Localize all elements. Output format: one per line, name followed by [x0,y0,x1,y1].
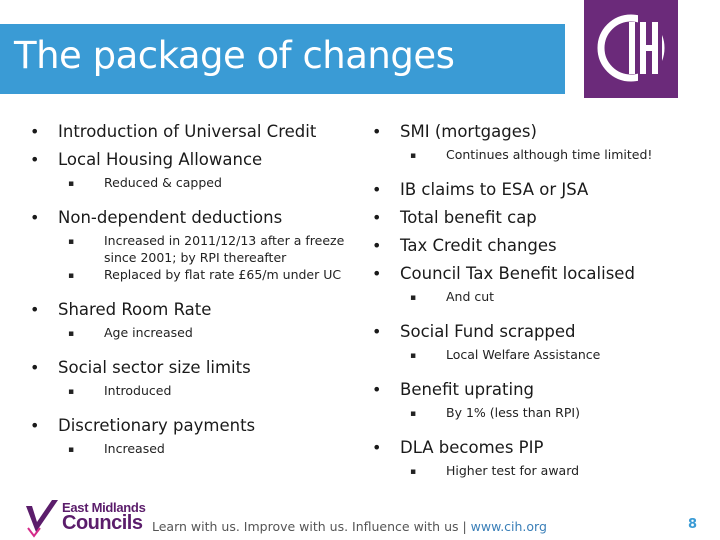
sub-bullet-item [372,404,672,423]
bullet-icon: • [372,236,382,255]
bullet-item [30,412,370,440]
bullet-item [372,260,672,288]
bullet-text: Shared Room Rate [58,300,212,319]
bullet-text: Tax Credit changes [400,236,557,255]
org-name-line2: Councils [62,512,143,534]
square-bullet-icon: ▪ [68,387,75,397]
bullet-text: Total benefit cap [400,208,537,227]
bullet-icon: • [372,208,382,227]
sub-bullet-text: Age increased [104,325,193,340]
bullet-item [372,118,672,146]
bullet-text: Social sector size limits [58,358,251,377]
bullet-item [30,118,370,146]
bullet-item [30,354,370,382]
bullet-text: Benefit uprating [400,380,534,399]
bullet-icon: • [30,122,40,141]
sub-bullet-item [30,324,370,343]
footer-url-link[interactable]: www.cih.org [470,519,547,534]
bullet-text: IB claims to ESA or JSA [400,180,589,199]
bullet-item [30,204,370,232]
square-bullet-icon: ▪ [68,237,75,247]
sub-bullet-item [30,232,370,266]
square-bullet-icon: ▪ [410,293,417,303]
bullet-item [30,146,370,174]
sub-bullet-text: Replaced by flat rate £65/m under UC [104,267,342,282]
square-bullet-icon: ▪ [410,151,417,161]
sub-bullet-item [30,382,370,401]
bullet-item [372,376,672,404]
bullet-icon: • [30,416,40,435]
square-bullet-icon: ▪ [68,329,75,339]
bullet-text: Discretionary payments [58,416,256,435]
bullet-text: Local Housing Allowance [58,150,263,169]
sub-bullet-item [30,266,370,285]
sub-bullet-item [372,288,672,307]
page-number: 8 [688,517,698,532]
cih-logo-icon [584,0,678,98]
bullet-text: Social Fund scrapped [400,322,576,341]
bullet-text: Council Tax Benefit localised [400,264,635,283]
bullet-icon: • [372,180,382,199]
bullet-item [372,232,672,260]
bullet-item [372,176,672,204]
left-column [30,118,370,470]
sub-bullet-text: By 1% (less than RPI) [446,405,580,420]
bullet-text: SMI (mortgages) [400,122,537,141]
bullet-item [372,434,672,462]
square-bullet-icon: ▪ [68,179,75,189]
sub-bullet-item [372,346,672,365]
slide-title: The package of changes [14,34,455,77]
sub-bullet-text: Local Welfare Assistance [446,347,601,362]
bullet-item [372,204,672,232]
sub-bullet-text: Higher test for award [446,463,580,478]
bullet-text: Non-dependent deductions [58,208,283,227]
bullet-icon: • [372,438,382,457]
right-column [372,118,672,492]
bullet-icon: • [30,358,40,377]
bullet-text: DLA becomes PIP [400,438,544,457]
bullet-item [30,296,370,324]
checkmark-icon [24,498,60,538]
square-bullet-icon: ▪ [410,467,417,477]
square-bullet-icon: ▪ [68,271,75,281]
east-midlands-councils-logo [24,498,148,538]
sub-bullet-text: And cut [446,289,495,304]
bullet-icon: • [372,264,382,283]
square-bullet-icon: ▪ [410,409,417,419]
square-bullet-icon: ▪ [410,351,417,361]
sub-bullet-item [372,146,672,165]
sub-bullet-text: Increased [104,441,165,456]
sub-bullet-item [30,174,370,193]
bullet-item [372,318,672,346]
sub-bullet-text: Reduced & capped [104,175,222,190]
org-name-line1: East Midlands [62,500,146,515]
sub-bullet-text: Introduced [104,383,172,398]
bullet-text: Introduction of Universal Credit [58,122,317,141]
bullet-icon: • [372,380,382,399]
sub-bullet-item [372,462,672,481]
bullet-icon: • [30,300,40,319]
sub-bullet-item [30,440,370,459]
square-bullet-icon: ▪ [68,445,75,455]
bullet-icon: • [372,322,382,341]
sub-bullet-text: Increased in 2011/12/13 after a freeze since 2001; by RPI thereafter [104,233,345,265]
bullet-icon: • [372,122,382,141]
tagline-text: Learn with us. Improve with us. Influence with us | [152,519,471,534]
sub-bullet-text: Continues although time limited! [446,147,653,162]
footer-tagline [152,519,547,534]
bullet-icon: • [30,208,40,227]
bullet-icon: • [30,150,40,169]
